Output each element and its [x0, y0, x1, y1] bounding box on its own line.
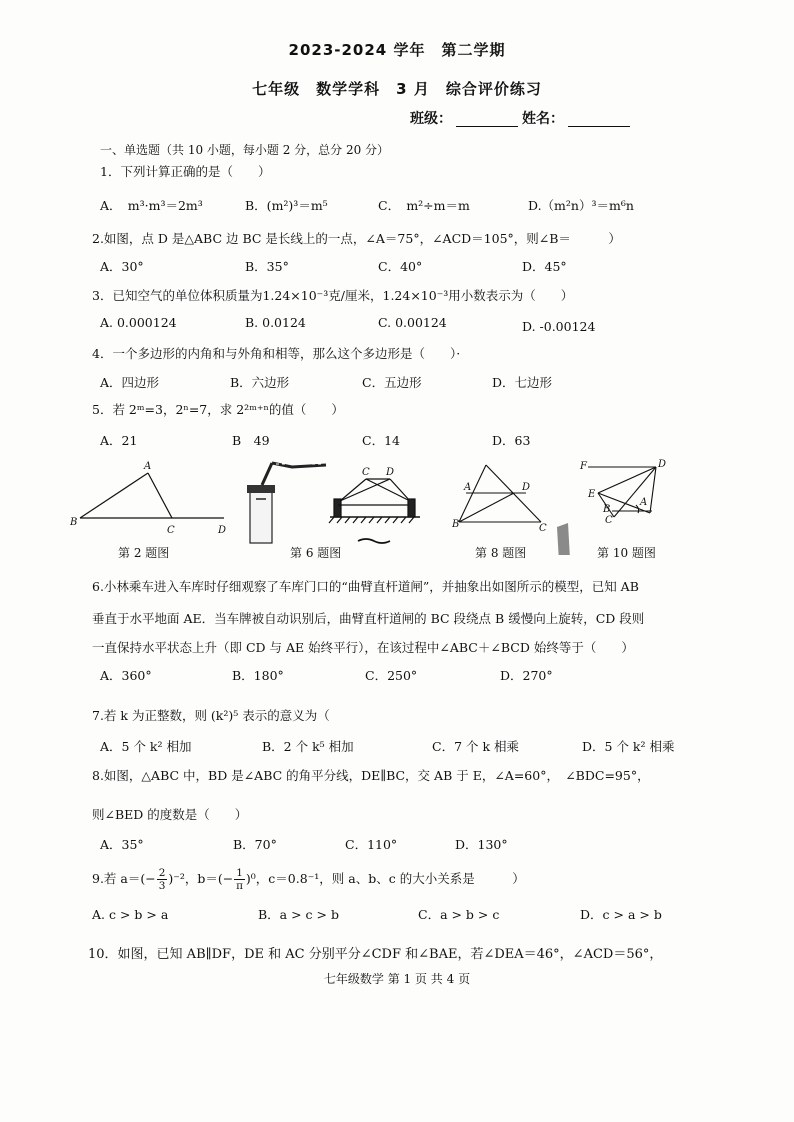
q8-stem-line-1: 8.如图，△ABC 中，BD 是∠ABC 的角平分线，DE∥BC，交 AB 于 E，∠A=60°， ∠BDC=95°， — [92, 768, 650, 783]
q9-frac1-numerator: 2 — [158, 867, 166, 879]
q3-stem: 3．已知空气的单位体积质量为1.24×10⁻³克/厘米，1.24×10⁻³用小数表示为（ ） — [92, 288, 574, 303]
q4-option-a: A．四边形 — [100, 375, 160, 390]
fig10-label-b: B — [603, 504, 611, 515]
q9-frac2-numerator: 1 — [236, 867, 243, 879]
q8-option-a: A．35° — [100, 837, 144, 852]
exam-title: 七年级 数学学科 3 月 综合评价练习 — [252, 80, 542, 98]
q4-stem: 4．一个多边形的内角和与外角和相等，那么这个多边形是（ ）· — [92, 346, 461, 361]
class-label: 班级： — [410, 111, 452, 127]
fig10-label-a: A — [640, 497, 648, 508]
name-blank — [568, 114, 630, 127]
fig10-label-c: C — [605, 515, 613, 526]
figure-6 — [329, 479, 420, 543]
q6-option-b: B．180° — [232, 668, 284, 683]
fig8-label-b: B — [452, 519, 460, 530]
q6-option-d: D．270° — [500, 668, 553, 683]
q1-option-d: D.（m²n）³＝m⁶n — [528, 198, 634, 213]
figure-8 — [459, 465, 541, 522]
fig2-line-ba — [80, 473, 148, 518]
q6-option-a: A．360° — [100, 668, 152, 683]
figure-10 — [588, 467, 656, 517]
q1-option-a: A． m³·m³＝2m³ — [100, 198, 203, 213]
q2-option-a: A．30° — [100, 259, 144, 274]
q9-fraction-a — [157, 867, 168, 892]
fig8-caption: 第 8 题图 — [475, 546, 527, 560]
q3-option-b: B. 0.0124 — [245, 315, 306, 330]
q6-stem-line-3: 一直保持水平状态上升（即 CD 与 AE 始终平行），在该过程中∠ABC＋∠BCD 始终等于（ ） — [92, 640, 634, 655]
q4-option-c: C．五边形 — [362, 375, 422, 390]
section-title: 一、单选题（共 10 小题，每小题 2 分，总分 20 分） — [100, 143, 390, 157]
q5-option-b: B 49 — [232, 433, 270, 448]
fig2-line-ac — [148, 473, 172, 518]
q1-option-c: C． m²÷m＝m — [378, 198, 470, 213]
q9-frac2-denominator: π — [236, 880, 244, 892]
q9-stem — [92, 866, 525, 892]
fig10-caption: 第 10 题图 — [597, 546, 656, 560]
student-info-line — [410, 111, 634, 127]
q2-option-c: C．40° — [378, 259, 423, 274]
fig6-label-d: D — [386, 467, 395, 478]
page-footer: 七年级数学 第 1 页 共 4 页 — [323, 972, 471, 986]
fig8-label-c: C — [539, 523, 547, 534]
q7-option-b: B．2 个 k⁵ 相加 — [262, 739, 354, 754]
q7-option-d: D．5 个 k² 相乘 — [582, 739, 675, 754]
q3-option-d: D. -0.00124 — [522, 319, 596, 334]
q9-option-a: A. c > b > a — [92, 907, 169, 922]
q6-stem-line-2: 垂直于水平地面 AE．当车牌被自动识别后，曲臂直杆道闸的 BC 段绕点 B 缓慢向上旋转，CD 段则 — [92, 611, 645, 626]
fig2-caption: 第 2 题图 — [118, 546, 170, 560]
q4-option-b: B．六边形 — [230, 375, 290, 390]
fig10-label-d: D — [658, 459, 667, 470]
q9-stem-prefix: 9.若 a＝(− — [92, 871, 156, 886]
q4-option-d: D．七边形 — [492, 375, 553, 390]
fig2-label-a: A — [144, 461, 152, 472]
q7-option-a: A．5 个 k² 相加 — [100, 739, 192, 754]
q2-stem: 2.如图，点 D 是△ABC 边 BC 是长线上的一点，∠A＝75°，∠ACD＝105°，则∠B＝ ） — [92, 231, 621, 246]
q5-option-c: C．14 — [362, 433, 400, 448]
q1-stem: 1．下列计算正确的是（ ） — [100, 164, 271, 179]
fig10-label-f: F — [580, 461, 587, 472]
barrier-gate-illustration — [247, 463, 326, 543]
q3-option-c: C. 0.00124 — [378, 315, 447, 330]
year-term-heading: 2023-2024 学年 第二学期 — [288, 41, 506, 59]
fig2-label-b: B — [70, 517, 78, 528]
q5-stem: 5．若 2ᵐ=3，2ⁿ=7，求 2²ᵐ⁺ⁿ的值（ ） — [92, 402, 344, 417]
q8-stem-line-2: 则∠BED 的度数是（ ） — [92, 807, 248, 822]
q8-option-c: C．110° — [345, 837, 398, 852]
q2-option-d: D．45° — [522, 259, 567, 274]
scan-artifact — [557, 523, 570, 555]
q2-option-b: B．35° — [245, 259, 289, 274]
name-label: 姓名： — [522, 111, 564, 127]
q9-option-b: B．a > c > b — [258, 907, 339, 922]
fig10-label-e: E — [588, 489, 596, 500]
q9-option-c: C．a > b > c — [418, 907, 500, 922]
q9-option-d: D．c > a > b — [580, 907, 662, 922]
q9-fraction-b — [234, 867, 245, 892]
q1-option-b: B．(m²)³＝m⁵ — [245, 198, 328, 213]
q7-option-c: C．7 个 k 相乘 — [432, 739, 520, 754]
q3-option-a: A. 0.000124 — [100, 315, 177, 330]
q9-frac1-denominator: 3 — [158, 880, 166, 892]
fig8-label-d: D — [522, 482, 531, 493]
figure-2 — [80, 473, 224, 518]
fig6-label-c: C — [362, 467, 370, 478]
q8-option-d: D．130° — [455, 837, 508, 852]
q7-stem: 7.若 k 为正整数，则 (k²)⁵ 表示的意义为（ — [92, 708, 330, 723]
q8-option-b: B．70° — [233, 837, 277, 852]
q5-option-a: A．21 — [100, 433, 138, 448]
q5-option-d: D．63 — [492, 433, 531, 448]
fig8-label-a: A — [464, 482, 472, 493]
q6-stem-line-1: 6.小林乘车进入车库时仔细观察了车库门口的“曲臂直杆道闸”，并抽象出如图所示的模型，已知 AB — [92, 579, 639, 594]
fig2-label-d: D — [218, 525, 227, 536]
q10-stem: 10．如图，已知 AB∥DF，DE 和 AC 分别平分∠CDF 和∠BAE，若∠DEA＝46°，∠ACD＝56°， — [88, 947, 663, 962]
fig6-caption: 第 6 题图 — [290, 546, 342, 560]
fig2-label-c: C — [167, 525, 175, 536]
figures-row — [0, 455, 794, 555]
class-blank — [456, 114, 518, 127]
q9-stem-mid: )⁻²，b＝(− — [168, 871, 234, 886]
q9-stem-suffix: )⁰，c＝0.8⁻¹，则 a、b、c 的大小关系是 ） — [245, 871, 525, 886]
q6-option-c: C．250° — [365, 668, 418, 683]
